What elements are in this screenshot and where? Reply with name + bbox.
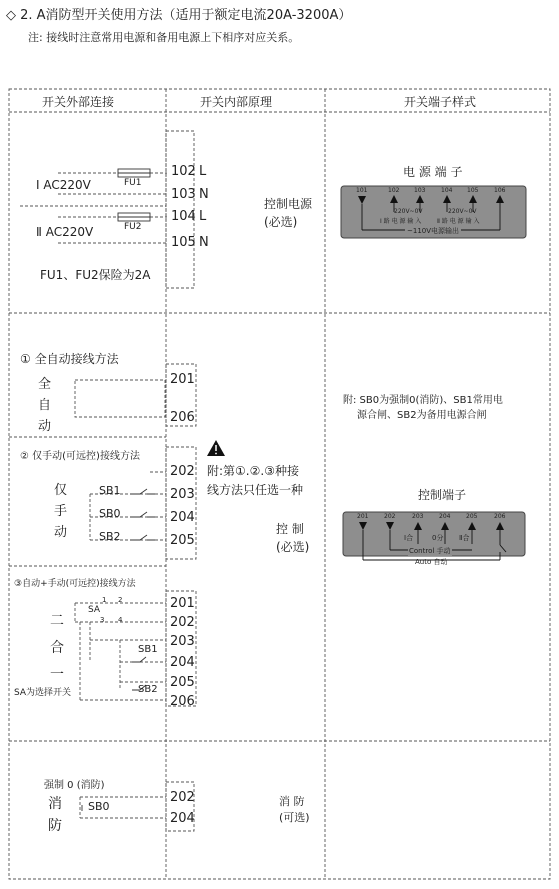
ct-auto-label: Auto 自动 [415, 558, 448, 566]
warning-line1: 附:第①.②.③种接 [207, 464, 299, 478]
ct-num-201: 201 [357, 513, 369, 520]
fire-sb0: SB0 [88, 800, 110, 813]
terminal-combo-206: 206 [170, 694, 195, 709]
fuse-note: FU1、FU2保险为2A [40, 268, 151, 282]
fire-label-optional: (可选) [279, 811, 310, 824]
pt-num-102: 102 [388, 187, 400, 194]
terminal-manual-205: 205 [170, 533, 195, 548]
terminal-102: 102 [171, 164, 196, 179]
ct-num-204: 204 [439, 513, 451, 520]
column-header-internal: 开关内部原理 [200, 95, 273, 109]
terminal-combo-202: 202 [170, 615, 195, 630]
pt-in2-label: Ⅱ 路 电 源 输 入 [437, 218, 480, 225]
ct-pos-1: Ⅰ合 [404, 534, 414, 542]
ct-num-203: 203 [412, 513, 424, 520]
auto-method-title: ① 全自动接线方法 [20, 352, 119, 366]
ct-num-202: 202 [384, 513, 396, 520]
terminal-fire-202: 202 [170, 790, 195, 805]
pt-output-label: ~110V电源输出 [407, 227, 460, 235]
ctrl-label-optional: (必选) [276, 540, 310, 554]
terminal-105: 105 [171, 235, 196, 250]
terminal-manual-203: 203 [170, 487, 195, 502]
combo-chars: 二 合 一 [50, 613, 64, 683]
ac1-label: Ⅰ AC220V [36, 178, 91, 192]
manual-method-title: ② 仅手动(可远控)接线方法 [20, 451, 140, 462]
terminal-combo-203: 203 [170, 634, 195, 649]
terminal-fire-204: 204 [170, 811, 195, 826]
terminal-combo-201: 201 [170, 596, 195, 611]
warning-icon [207, 440, 225, 456]
pt-in2-voltage: 220V~0V [448, 208, 477, 215]
terminal-manual-202: 202 [170, 464, 195, 479]
ct-control-label: Control 手动 [409, 547, 451, 555]
terminal-combo-205: 205 [170, 675, 195, 690]
ct-pos-2: Ⅱ合 [459, 534, 470, 542]
manual-chars: 仅 手 动 [54, 483, 68, 540]
ctrl-power-label: 控制电源 [264, 197, 313, 211]
fuse2-label: FU2 [124, 222, 142, 232]
pt-in1-voltage: 220V~0V [394, 208, 423, 215]
terminal-104: 104 [171, 209, 196, 224]
wiring-note: 注: 接线时注意常用电源和备用电源上下相序对应关系。 [28, 31, 300, 44]
manual-sb2: SB2 [99, 530, 121, 543]
warning-line2: 线方法只任选一种 [207, 483, 304, 497]
combo-circle-4: 4 [118, 616, 123, 624]
fire-chars: 消 防 [48, 796, 62, 834]
auto-chars: 全 自 动 [38, 377, 52, 434]
combo-circle-1: 1 [102, 596, 107, 604]
terminal-auto-201: 201 [170, 372, 195, 387]
ctrl-power-optional: (必选) [264, 215, 298, 229]
combo-sa: SA [88, 605, 101, 615]
sb-note-line2: 源合闸、SB2为备用电源合闸 [357, 410, 487, 421]
combo-sb2: SB2 [138, 684, 158, 695]
fire-force-title: 强制 0 (消防) [44, 780, 105, 791]
phase-l1: L [199, 164, 207, 179]
combo-sb1: SB1 [138, 644, 158, 655]
ct-num-205: 205 [466, 513, 478, 520]
combo-note: SA为选择开关 [14, 688, 72, 698]
phase-l2: L [199, 209, 207, 224]
ct-num-206: 206 [494, 513, 506, 520]
pt-in1-label: Ⅰ 路 电 源 输 入 [380, 218, 422, 225]
terminal-combo-204: 204 [170, 655, 195, 670]
fire-label: 消 防 [279, 795, 305, 808]
combo-circle-2: 2 [118, 596, 123, 604]
pt-num-105: 105 [467, 187, 479, 194]
manual-sb1: SB1 [99, 484, 121, 497]
phase-n1: N [199, 187, 209, 202]
ctrl-label: 控 制 [276, 522, 304, 536]
ct-pos-0: 0分 [432, 534, 444, 542]
sb-note-line1: 附: SB0为强制0(消防)、SB1常用电 [343, 395, 503, 406]
combo-circle-3: 3 [100, 616, 105, 624]
pt-num-106: 106 [494, 187, 506, 194]
terminal-auto-206: 206 [170, 410, 195, 425]
ac2-label: Ⅱ AC220V [36, 225, 94, 239]
phase-n2: N [199, 235, 209, 250]
terminal-103: 103 [171, 187, 196, 202]
fuse1-label: FU1 [124, 178, 142, 188]
column-header-terminal: 开关端子样式 [404, 95, 477, 109]
terminal-manual-204: 204 [170, 510, 195, 525]
page-title: ◇ 2. A消防型开关使用方法（适用于额定电流20A-3200A） [6, 8, 352, 23]
combo-method-title: ③自动+手动(可远控)接线方法 [14, 579, 136, 589]
control-terminal-title: 控制端子 [418, 488, 467, 502]
pt-num-103: 103 [414, 187, 426, 194]
manual-sb0: SB0 [99, 507, 121, 520]
pt-num-101: 101 [356, 187, 368, 194]
power-terminal-title: 电 源 端 子 [403, 165, 463, 179]
column-header-external: 开关外部连接 [42, 95, 115, 109]
pt-num-104: 104 [441, 187, 453, 194]
